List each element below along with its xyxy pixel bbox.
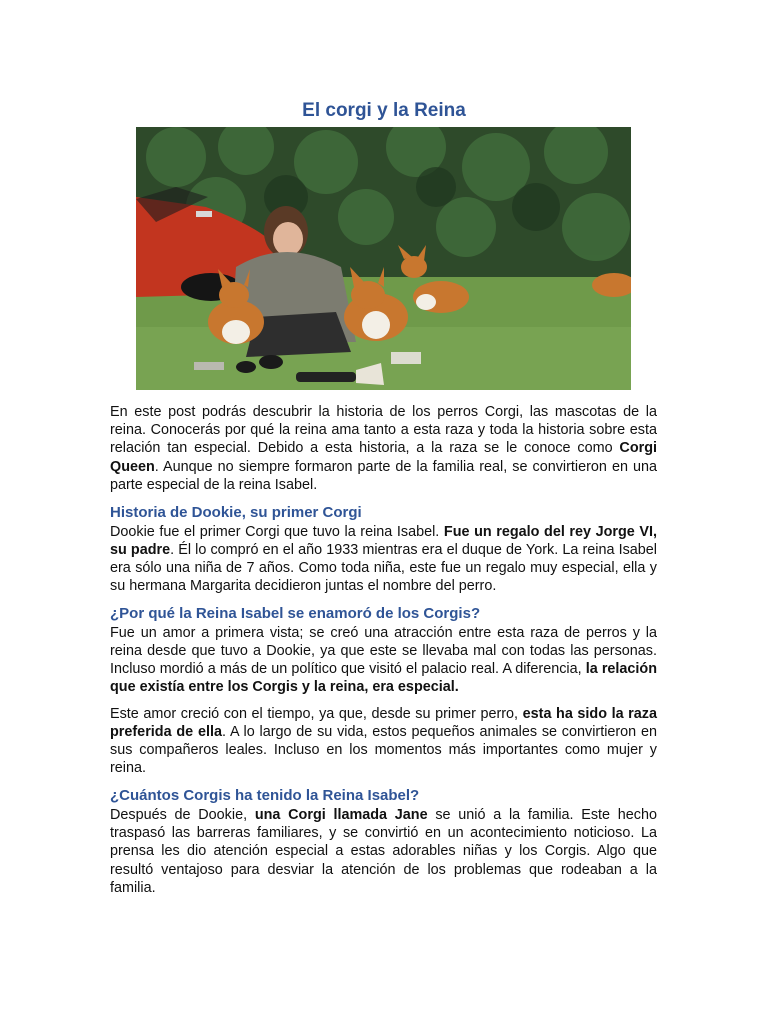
how-many-bold: una Corgi llamada Jane bbox=[254, 806, 428, 823]
dookie-bold: Fue un regalo del rey Jorge VI, su padre bbox=[110, 523, 657, 558]
how-many-text-2: se unió a la familia. Este hecho traspasó las barreras familiares, y se convirtió en un acontecimiento noticioso. La prensa les dio atención especial a estas adorables niñas y los Corgis. Algo que resultó ventajoso para desviar la atención de los problemas que rodeaban a la familia. bbox=[110, 806, 658, 896]
intro-text: En este post podrás descubrir la historia de los perros Corgi, las mascotas de la reina. Conocerás por qué la reina ama tanto a esta raza y toda la historia sobre esta relación tan especial. Debido a esta historia, a la raza se le conoce como bbox=[110, 404, 657, 457]
section-heading-how-many: ¿Cuántos Corgis ha tenido la Reina Isabel? bbox=[110, 787, 420, 805]
queen-with-corgis-photo bbox=[136, 127, 631, 390]
why-text-3: . A lo largo de su vida, estos pequeños animales se convirtieron en sus compañeros leales. Incluso en los momentos más importantes como mujer y reina. bbox=[110, 723, 657, 777]
why-paragraph-1 bbox=[110, 624, 657, 697]
intro-paragraph bbox=[110, 403, 657, 494]
dookie-text-2: . Él lo compró en el año 1933 mientras era el duque de York. La reina Isabel era sólo una niña de 7 años. Como toda niña, este fue un regalo muy especial, ella y su hermana Margarita decidieron juntas el nombre del perro. bbox=[110, 541, 657, 595]
why-text: Fue un amor a primera vista; se creó una atracción entre esta raza de perros y la reina desde que tuvo a Dookie, ya que este se llevaba mal con todas las personas. Incluso mordió a más de un político que visitó el palacio real. A diferencia, bbox=[110, 624, 657, 678]
how-many-paragraph bbox=[110, 806, 657, 897]
why-bold-2: esta ha sido la raza preferida de ella bbox=[110, 705, 657, 740]
section-heading-why: ¿Por qué la Reina Isabel se enamoró de los Corgis? bbox=[110, 605, 481, 623]
why-bold: la relación que existía entre los Corgis y la reina, era especial. bbox=[110, 661, 658, 696]
why-paragraph-2 bbox=[110, 705, 657, 778]
article-body bbox=[110, 403, 657, 897]
section-heading-dookie: Historia de Dookie, su primer Corgi bbox=[110, 504, 362, 522]
page-title: El corgi y la Reina bbox=[302, 100, 466, 121]
dookie-paragraph bbox=[110, 523, 657, 596]
intro-bold: Corgi Queen bbox=[110, 440, 657, 475]
how-many-text: Después de Dookie, bbox=[110, 806, 255, 823]
intro-text-2: . Aunque no siempre formaron parte de la familia real, se convirtieron en una parte especial de la reina Isabel. bbox=[110, 458, 657, 493]
dookie-text: Dookie fue el primer Corgi que tuvo la reina Isabel. bbox=[110, 523, 444, 540]
why-text-2: Este amor creció con el tiempo, ya que, desde su primer perro, bbox=[110, 705, 523, 722]
